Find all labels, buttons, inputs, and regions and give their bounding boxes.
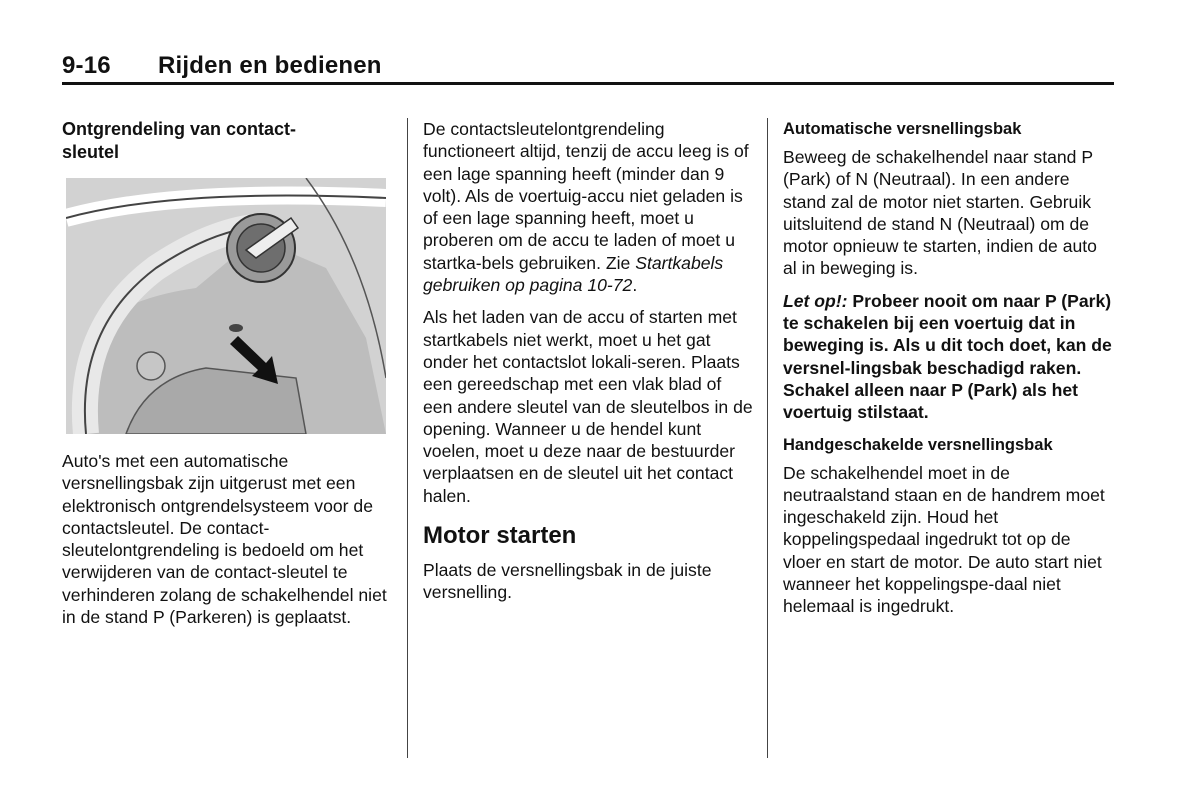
column-divider bbox=[407, 118, 408, 758]
caution-text: Probeer nooit om naar P (Park) te schakelen bij een voertuig dat in beweging is. Als u dit toch doet, kan de versnel-lingsbak beschadigd raken. Schakel alleen naar P (Park) als het voertuig stilstaat. bbox=[783, 290, 1112, 423]
page-header bbox=[62, 52, 1114, 80]
section-title: Rijden en bedienen bbox=[158, 52, 382, 79]
paragraph: Als het laden van de accu of starten met startkabels niet werkt, moet u het gat onder het contactslot lokali-seren. Plaats een gereedschap met een vlak blad of een andere sleutel van de sleutelbos in de opening. Wanneer u de hendel kunt voelen, moet u deze naar de bestuurder verplaatsen en de sleutel uit het contact halen. bbox=[423, 307, 753, 506]
caution-label: Let op!: bbox=[783, 290, 848, 311]
paragraph: Beweeg de schakelhendel naar stand P (Park) of N (Neutraal). In een andere stand zal de motor niet starten. Gebruik uitsluitend de stand N (Neutraal) om de motor opnieuw te starten, indien de auto al in beweging is. bbox=[783, 147, 1097, 279]
paragraph-end: . bbox=[632, 275, 638, 296]
column-divider bbox=[767, 118, 768, 758]
subheading: Handgeschakelde versnellingsbak bbox=[783, 435, 1053, 454]
subheading: Automatische versnellingsbak bbox=[783, 120, 1022, 138]
column-1 bbox=[62, 118, 392, 638]
section-heading: Motor starten bbox=[423, 522, 577, 550]
caution-notice bbox=[783, 290, 1113, 424]
paragraph bbox=[423, 118, 753, 296]
paragraph: Auto's met een automatische versnellingsbak zijn uitgerust met een elektronisch ontgrendelsysteem voor de contactsleutel. De contact-sleutelontgrendeling is bedoeld om het verwijderen van de contact-sleutel te verhinderen zolang de schakelhendel niet in de stand P (Parkeren) is geplaatst. bbox=[62, 451, 387, 628]
cross-reference: Startkabels gebruiken op pagina 10-72 bbox=[423, 252, 724, 296]
paragraph: Plaats de versnellingsbak in de juiste versnelling. bbox=[423, 560, 712, 603]
paragraph-text: De contactsleutelontgrendeling functioneert altijd, tenzij de accu leeg is of een lage spanning heeft (minder dan 9 volt). Als de voertuig-accu niet geladen is of een lage spanning heeft, moet u proberen om de accu te laden of moet u startka-bels gebruiken. Zie bbox=[423, 119, 749, 273]
header-rule bbox=[62, 82, 1114, 85]
section-heading: Ontgrendeling van contact- sleutel bbox=[62, 119, 297, 162]
column-3 bbox=[783, 118, 1113, 628]
paragraph: De schakelhendel moet in de neutraalstand staan en de handrem moet ingeschakeld zijn. Houd het koppelingspedaal ingedrukt tot op de vloer en start de motor. De auto start niet wanneer het koppelingspe-daal niet helemaal is ingedrukt. bbox=[783, 462, 1105, 617]
column-2 bbox=[423, 118, 753, 614]
page-number: 9-16 bbox=[62, 52, 111, 79]
ignition-key-release-illustration bbox=[66, 178, 386, 434]
